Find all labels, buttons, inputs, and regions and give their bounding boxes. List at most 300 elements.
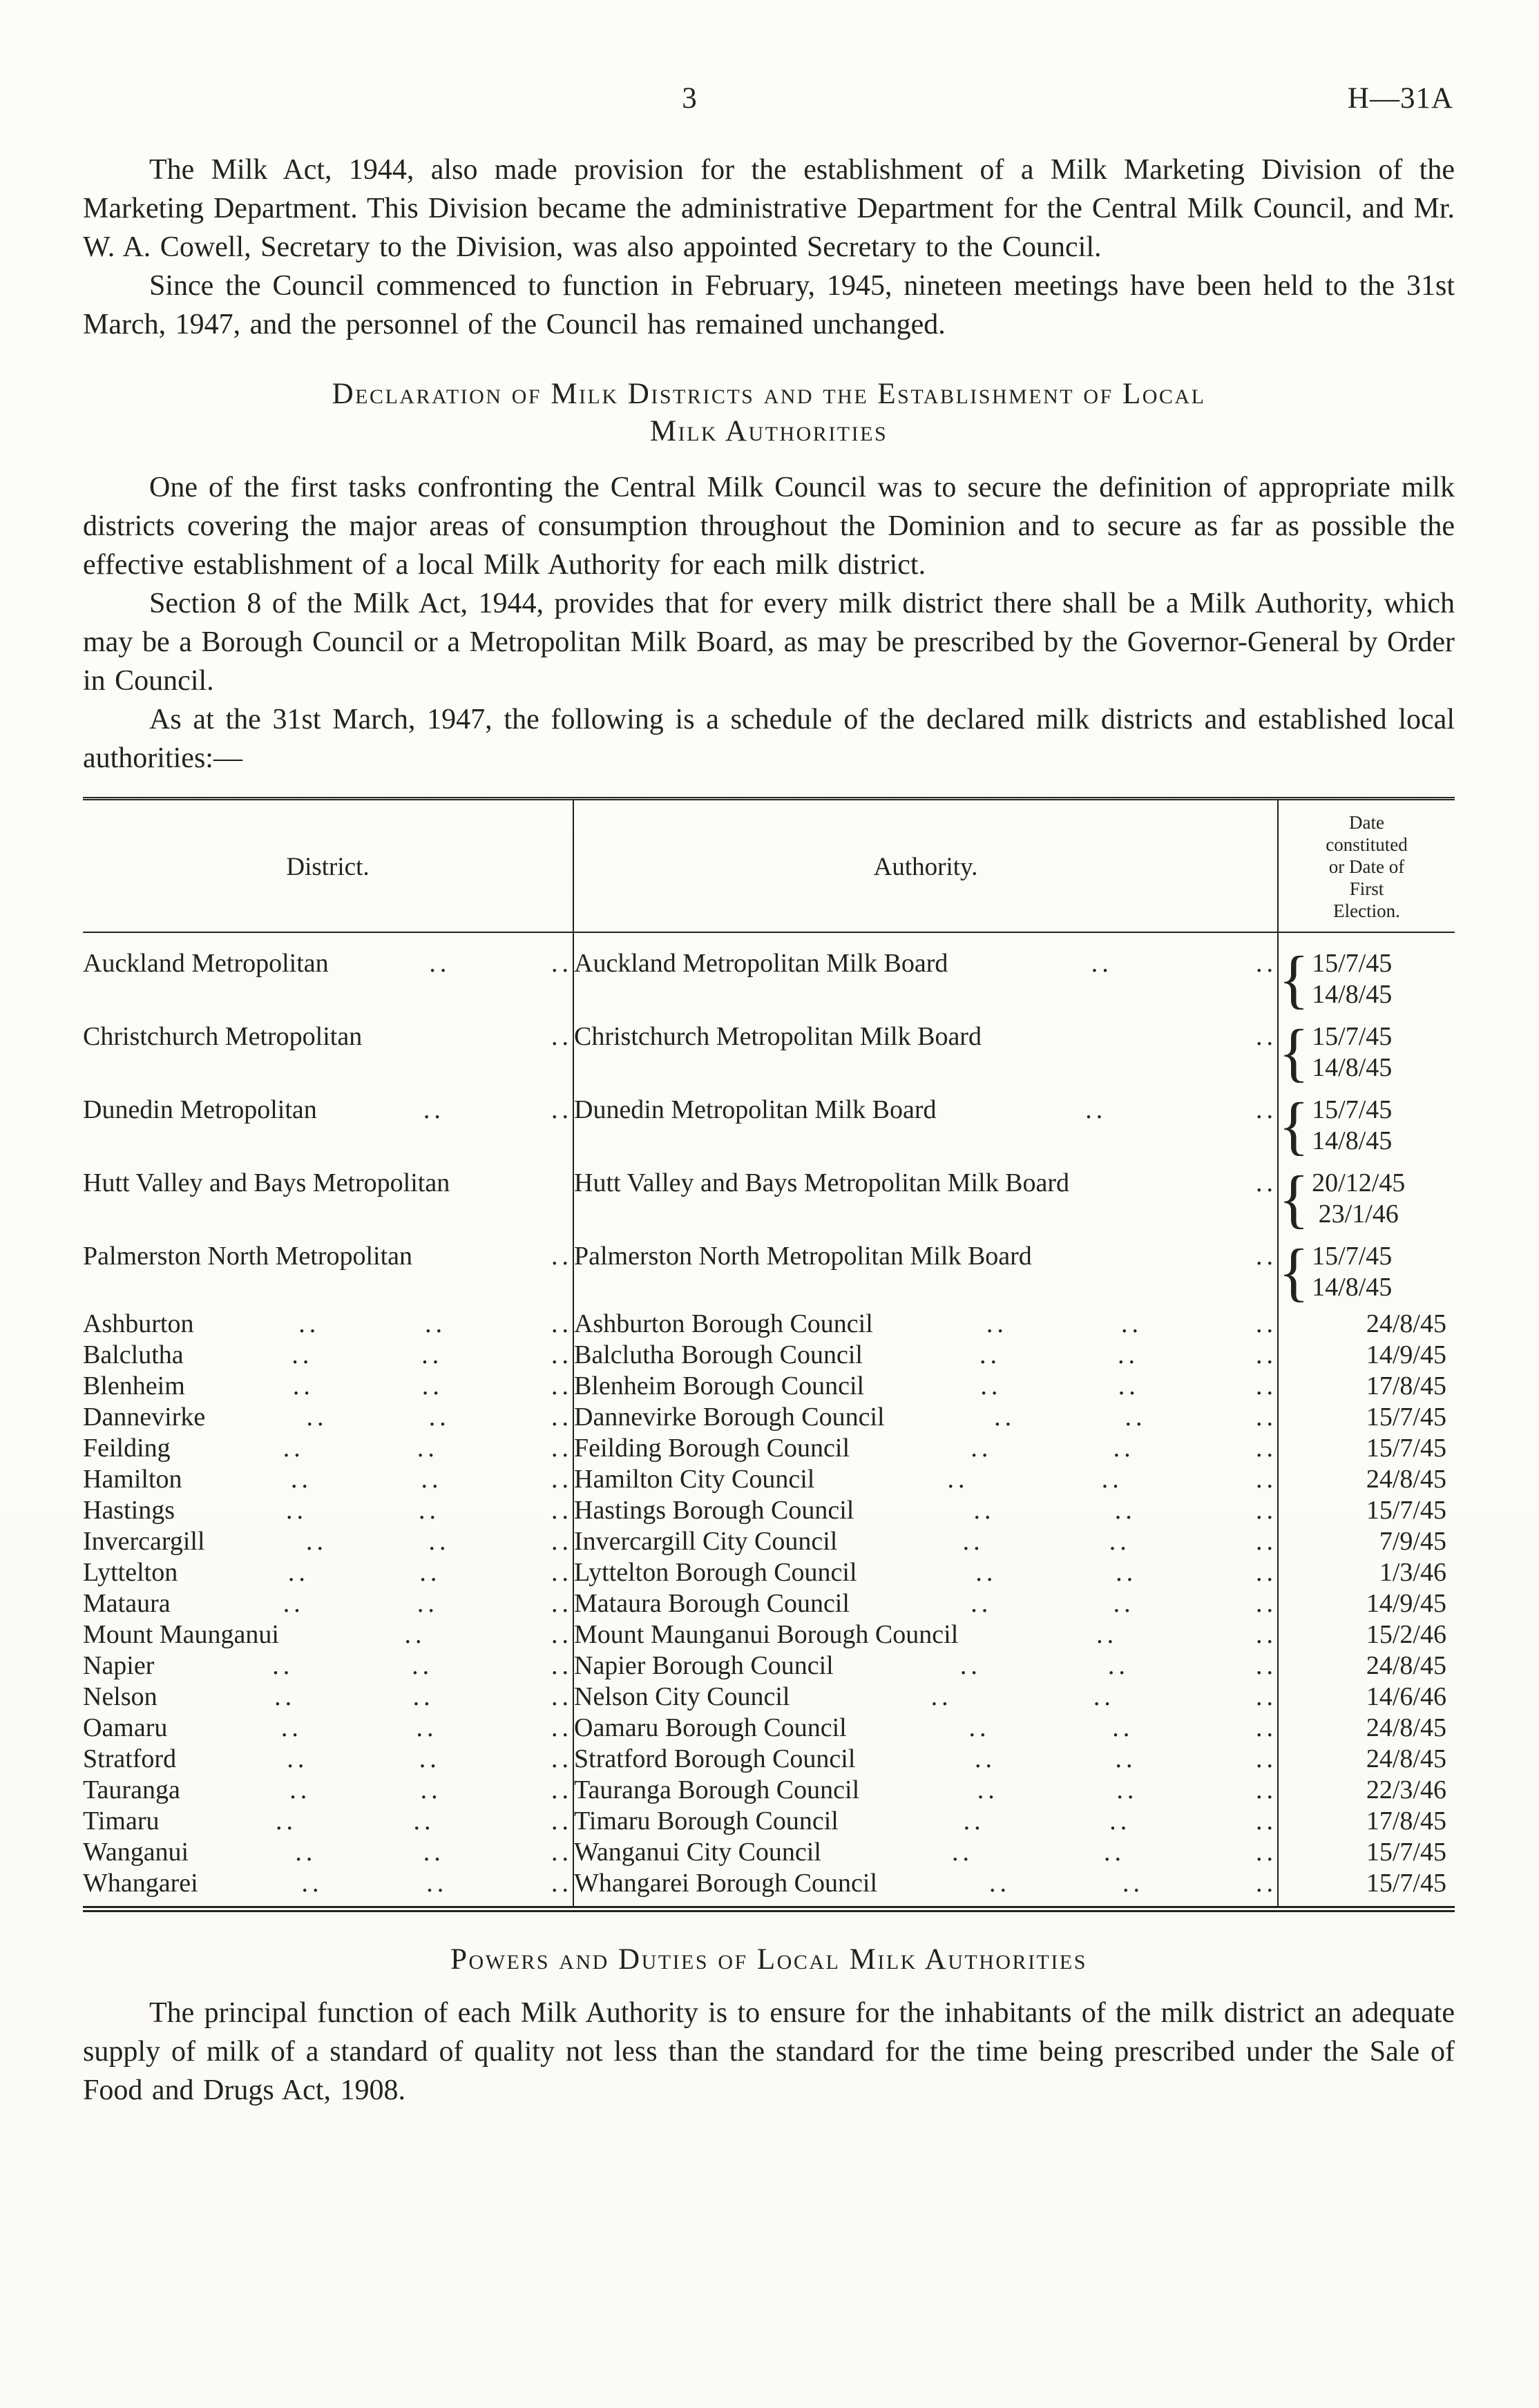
date-cell xyxy=(1278,1557,1455,1588)
table-row xyxy=(83,1464,1455,1495)
date-cell xyxy=(1278,1016,1455,1089)
date-value: 15/7/45 xyxy=(1366,1838,1446,1867)
district-cell xyxy=(83,1402,573,1433)
leader-dots: .. xyxy=(962,1527,984,1556)
date-cell xyxy=(1278,1682,1455,1713)
leader-dots: .. xyxy=(551,1022,573,1051)
authority-cell-text: Auckland Metropolitan Milk Board xyxy=(574,949,948,978)
leader-dots: .. xyxy=(551,1434,573,1463)
leader-dots: .. xyxy=(971,1434,993,1463)
district-cell-text: Whangarei xyxy=(83,1869,198,1898)
district-cell xyxy=(83,1433,573,1464)
paragraph-section-8: Section 8 of the Milk Act, 1944, provides that for every milk district there shall be a Milk Authority, which may be a Borough Council or a Metropolitan Milk Board, as may be prescribed by the Governor-General by Order in Council. xyxy=(83,588,1455,697)
leader-dots: .. xyxy=(421,1340,443,1369)
leader-dots: .. xyxy=(417,1434,439,1463)
leader-dots: .. xyxy=(286,1496,307,1525)
date-cell xyxy=(1278,1588,1455,1619)
leader-dots: .. xyxy=(1256,1713,1278,1742)
leader-dots: .. xyxy=(291,1465,313,1494)
table-row xyxy=(83,1402,1455,1433)
leader-dots: .. xyxy=(1255,1496,1277,1525)
district-cell xyxy=(83,1495,573,1526)
date-value: 15/7/45 xyxy=(1366,1869,1446,1898)
table-row xyxy=(83,1433,1455,1464)
leader-dots: .. xyxy=(977,1775,999,1804)
table-header-row xyxy=(83,799,1455,933)
date-value: 17/8/45 xyxy=(1366,1807,1446,1836)
leader-dots: .. xyxy=(1255,1434,1277,1463)
authority-cell xyxy=(573,1526,1278,1557)
authority-cell-text: Hamilton City Council xyxy=(574,1465,815,1494)
district-cell-text: Balclutha xyxy=(83,1340,184,1369)
authority-cell xyxy=(573,1235,1278,1309)
district-cell xyxy=(83,1868,573,1909)
leader-dots: .. xyxy=(1117,1340,1139,1369)
date-cell xyxy=(1278,1744,1455,1775)
authority-cell-text: Dannevirke Borough Council xyxy=(574,1403,885,1432)
leader-dots: .. xyxy=(1256,1775,1278,1804)
leader-dots: .. xyxy=(1256,1340,1277,1369)
leader-dots: .. xyxy=(551,1371,573,1400)
leader-dots: .. xyxy=(971,1589,993,1618)
date-value: 14/8/45 xyxy=(1312,1053,1393,1082)
heading-line-1: Declaration of Milk Districts and the Establishment of Local xyxy=(332,378,1206,410)
leader-dots: .. xyxy=(986,1309,1008,1338)
authority-cell xyxy=(573,1837,1278,1868)
leader-dots: .. xyxy=(426,1869,448,1898)
leader-dots: .. xyxy=(423,1095,445,1124)
table-row xyxy=(83,1775,1455,1806)
authority-cell-text: Dunedin Metropolitan Milk Board xyxy=(574,1095,937,1124)
leader-dots: .. xyxy=(1115,1744,1137,1773)
table-row xyxy=(83,932,1455,1016)
table-row xyxy=(83,1526,1455,1557)
district-cell-text: Wanganui xyxy=(83,1838,189,1867)
page-number: 3 xyxy=(682,82,697,115)
leader-dots: .. xyxy=(930,1682,953,1711)
leader-dots: .. xyxy=(287,1744,309,1773)
leader-dots: .. xyxy=(1256,1309,1278,1338)
table-row xyxy=(83,1682,1455,1713)
date-value: 24/8/45 xyxy=(1366,1713,1446,1742)
table-row xyxy=(83,1162,1455,1235)
leader-dots: .. xyxy=(287,1558,309,1587)
date-value: 17/8/45 xyxy=(1366,1371,1446,1400)
leader-dots: .. xyxy=(276,1807,298,1836)
leader-dots: .. xyxy=(274,1682,296,1711)
milk-districts-table xyxy=(83,797,1455,1912)
district-cell xyxy=(83,1371,573,1402)
brace-glyph: { xyxy=(1279,1016,1310,1089)
table-row xyxy=(83,1495,1455,1526)
paragraph-schedule-intro: As at the 31st March, 1947, the following is a schedule of the declared milk districts and established local authorities:— xyxy=(83,704,1455,774)
leader-dots: .. xyxy=(963,1807,985,1836)
leader-dots: .. xyxy=(551,1558,573,1587)
column-header-date xyxy=(1278,799,1455,933)
leader-dots: .. xyxy=(1107,1651,1129,1680)
leader-dots: .. xyxy=(551,1713,573,1742)
leader-dots: .. xyxy=(412,1651,434,1680)
authority-cell xyxy=(573,1619,1278,1650)
leader-dots: .. xyxy=(551,1838,573,1867)
leader-dots: .. xyxy=(412,1682,434,1711)
leader-dots: .. xyxy=(429,949,451,978)
leader-dots: .. xyxy=(989,1869,1011,1898)
authority-cell xyxy=(573,1775,1278,1806)
leader-dots: .. xyxy=(974,1744,996,1773)
leader-dots: .. xyxy=(419,1496,440,1525)
heading-line-2: Milk Authorities xyxy=(649,415,888,447)
district-cell xyxy=(83,1806,573,1837)
date-cell xyxy=(1278,1464,1455,1495)
date-cell xyxy=(1278,1235,1455,1309)
district-cell-text: Oamaru xyxy=(83,1713,168,1742)
milk-table-body xyxy=(83,932,1455,1909)
date-value: 14/9/45 xyxy=(1366,1589,1446,1618)
district-cell-text: Dunedin Metropolitan xyxy=(83,1095,317,1124)
authority-cell xyxy=(573,1868,1278,1909)
table-row xyxy=(83,1713,1455,1744)
leader-dots: .. xyxy=(551,1807,573,1836)
date-cell xyxy=(1278,1713,1455,1744)
authority-cell-text: Oamaru Borough Council xyxy=(574,1713,847,1742)
leader-dots: .. xyxy=(1103,1838,1125,1867)
leader-dots: .. xyxy=(975,1558,997,1587)
date-value: 15/7/45 xyxy=(1366,1496,1446,1525)
authority-cell-text: Tauranga Borough Council xyxy=(574,1775,860,1804)
leader-dots: .. xyxy=(1112,1713,1134,1742)
leader-dots: .. xyxy=(301,1869,323,1898)
column-header-district: District. xyxy=(83,799,573,933)
leader-dots: .. xyxy=(979,1340,1001,1369)
authority-cell xyxy=(573,1162,1278,1235)
date-cell xyxy=(1278,1806,1455,1837)
table-row xyxy=(83,1744,1455,1775)
authority-cell-text: Balclutha Borough Council xyxy=(574,1340,863,1369)
date-cell xyxy=(1278,1402,1455,1433)
authority-cell xyxy=(573,1402,1278,1433)
authority-cell xyxy=(573,1089,1278,1162)
date-value: 24/8/45 xyxy=(1366,1744,1446,1773)
authority-cell-text: Hutt Valley and Bays Metropolitan Milk Board xyxy=(574,1168,1069,1197)
date-cell xyxy=(1278,1433,1455,1464)
leader-dots: .. xyxy=(1256,1168,1277,1197)
authority-cell xyxy=(573,1588,1278,1619)
leader-dots: .. xyxy=(419,1744,441,1773)
district-cell xyxy=(83,1775,573,1806)
district-cell xyxy=(83,1162,573,1235)
brace-glyph: { xyxy=(1279,1089,1310,1162)
district-cell-text: Nelson xyxy=(83,1682,157,1711)
leader-dots: .. xyxy=(551,1651,573,1680)
leader-dots: .. xyxy=(1116,1775,1138,1804)
district-cell-text: Feilding xyxy=(83,1434,171,1463)
leader-dots: .. xyxy=(419,1558,441,1587)
table-row xyxy=(83,1837,1455,1868)
leader-dots: .. xyxy=(1256,1744,1277,1773)
leader-dots: .. xyxy=(1256,1869,1278,1898)
leader-dots: .. xyxy=(1256,1371,1278,1400)
leader-dots: .. xyxy=(421,1371,443,1400)
leader-dots: .. xyxy=(280,1713,303,1742)
district-cell-text: Mount Maunganui xyxy=(83,1620,279,1649)
authority-cell-text: Feilding Borough Council xyxy=(574,1434,850,1463)
authority-cell-text: Napier Borough Council xyxy=(574,1651,834,1680)
district-cell xyxy=(83,1089,573,1162)
leader-dots: .. xyxy=(1255,1558,1277,1587)
section-heading-declaration xyxy=(83,376,1455,450)
authority-cell-text: Invercargill City Council xyxy=(574,1527,838,1556)
leader-dots: .. xyxy=(551,1527,573,1556)
document-reference: H—31A xyxy=(1347,82,1453,115)
leader-dots: .. xyxy=(425,1309,447,1338)
brace-glyph: { xyxy=(1279,1162,1310,1235)
district-cell xyxy=(83,1340,573,1371)
leader-dots: .. xyxy=(1113,1589,1135,1618)
date-cell xyxy=(1278,1868,1455,1909)
leader-dots: .. xyxy=(420,1775,442,1804)
date-value: 14/8/45 xyxy=(1312,1126,1393,1155)
leader-dots: .. xyxy=(1096,1620,1118,1649)
leader-dots: .. xyxy=(551,1775,573,1804)
date-value: 15/7/45 xyxy=(1312,949,1393,978)
leader-dots: .. xyxy=(283,1589,305,1618)
leader-dots: .. xyxy=(551,949,573,978)
date-cell xyxy=(1278,1371,1455,1402)
table-row xyxy=(83,1619,1455,1650)
authority-cell xyxy=(573,1744,1278,1775)
district-cell-text: Hastings xyxy=(83,1496,175,1525)
table-row xyxy=(83,1588,1455,1619)
leader-dots: .. xyxy=(1256,1527,1277,1556)
leader-dots: .. xyxy=(1101,1465,1123,1494)
table-row xyxy=(83,1235,1455,1309)
leader-dots: .. xyxy=(272,1651,294,1680)
date-cell xyxy=(1278,1495,1455,1526)
district-cell-text: Auckland Metropolitan xyxy=(83,949,329,978)
date-cell xyxy=(1278,1650,1455,1682)
authority-cell xyxy=(573,1713,1278,1744)
leader-dots: .. xyxy=(1255,1465,1277,1494)
brace-glyph: { xyxy=(1279,1235,1310,1309)
district-cell-text: Lyttelton xyxy=(83,1558,178,1587)
leader-dots: .. xyxy=(1256,1682,1278,1711)
leader-dots: .. xyxy=(1091,949,1113,978)
leader-dots: .. xyxy=(994,1403,1016,1432)
leader-dots: .. xyxy=(306,1527,328,1556)
paragraph-first-tasks: One of the first tasks confronting the Central Milk Council was to secure the definition of appropriate milk districts covering the major areas of consumption throughout the Dominion and to secure as far as possible the effective establishment of a local Milk Authority for each milk district. xyxy=(83,472,1455,581)
leader-dots: .. xyxy=(1109,1527,1131,1556)
district-cell xyxy=(83,1619,573,1650)
leader-dots: .. xyxy=(551,1095,573,1124)
leader-dots: .. xyxy=(428,1527,450,1556)
leader-dots: .. xyxy=(973,1496,995,1525)
authority-cell-text: Hastings Borough Council xyxy=(574,1496,854,1525)
leader-dots: .. xyxy=(1256,1589,1278,1618)
leader-dots: .. xyxy=(1113,1434,1135,1463)
paragraph-milk-act: The Milk Act, 1944, also made provision for the establishment of a Milk Marketing Division of the Marketing Department. This Division became the administrative Department for the Central Milk Council, and Mr. W. A. Cowell, Secretary to the Division, was also appointed Secretary to the Council. xyxy=(83,154,1455,263)
leader-dots: .. xyxy=(1256,1022,1277,1051)
district-cell-text: Dannevirke xyxy=(83,1403,206,1432)
authority-cell xyxy=(573,932,1278,1016)
date-value: 14/9/45 xyxy=(1366,1340,1446,1369)
authority-cell xyxy=(573,1464,1278,1495)
leader-dots: .. xyxy=(428,1403,450,1432)
authority-cell xyxy=(573,1495,1278,1526)
table-row xyxy=(83,1340,1455,1371)
leader-dots: .. xyxy=(416,1713,438,1742)
leader-dots: .. xyxy=(551,1744,573,1773)
table-row xyxy=(83,1806,1455,1837)
leader-dots: .. xyxy=(1256,1838,1277,1867)
authority-cell-text: Mataura Borough Council xyxy=(574,1589,850,1618)
leader-dots: .. xyxy=(551,1465,573,1494)
leader-dots: .. xyxy=(1120,1309,1143,1338)
date-value: 1/3/46 xyxy=(1379,1558,1446,1587)
table-row xyxy=(83,1089,1455,1162)
date-value: 7/9/45 xyxy=(1379,1527,1446,1556)
leader-dots: .. xyxy=(1109,1807,1131,1836)
leader-dots: .. xyxy=(551,1620,573,1649)
district-cell xyxy=(83,932,573,1016)
date-cell xyxy=(1278,1340,1455,1371)
table-row xyxy=(83,1309,1455,1340)
leader-dots: .. xyxy=(551,1496,573,1525)
district-cell-text: Timaru xyxy=(83,1807,160,1836)
leader-dots: .. xyxy=(283,1434,305,1463)
running-head xyxy=(83,81,1455,122)
date-value: 24/8/45 xyxy=(1366,1651,1446,1680)
leader-dots: .. xyxy=(413,1807,435,1836)
leader-dots: .. xyxy=(289,1775,312,1804)
leader-dots: .. xyxy=(1093,1682,1115,1711)
leader-dots: .. xyxy=(551,1869,573,1898)
district-cell-text: Tauranga xyxy=(83,1775,180,1804)
leader-dots: .. xyxy=(306,1403,328,1432)
date-value: 15/7/45 xyxy=(1366,1403,1446,1432)
authority-cell xyxy=(573,1016,1278,1089)
district-cell xyxy=(83,1526,573,1557)
authority-cell xyxy=(573,1682,1278,1713)
date-value: 24/8/45 xyxy=(1366,1465,1446,1494)
section-heading-powers: Powers and Duties of Local Milk Authorities xyxy=(450,1943,1087,1976)
authority-cell-text: Stratford Borough Council xyxy=(574,1744,856,1773)
leader-dots: .. xyxy=(1256,1651,1277,1680)
leader-dots: .. xyxy=(947,1465,969,1494)
date-value: 14/8/45 xyxy=(1312,980,1393,1009)
authority-cell xyxy=(573,1557,1278,1588)
leader-dots: .. xyxy=(551,1682,573,1711)
date-cell xyxy=(1278,1309,1455,1340)
paragraph-council-meetings: Since the Council commenced to function in February, 1945, nineteen meetings have been held to the 31st March, 1947, and the personnel of the Council has remained unchanged. xyxy=(83,270,1455,340)
authority-cell xyxy=(573,1340,1278,1371)
date-header-text: Date constituted or Date of First Election. xyxy=(1326,812,1408,921)
leader-dots: .. xyxy=(1256,1242,1277,1271)
authority-cell xyxy=(573,1433,1278,1464)
district-cell xyxy=(83,1713,573,1744)
authority-cell-text: Wanganui City Council xyxy=(574,1838,821,1867)
leader-dots: .. xyxy=(951,1838,973,1867)
leader-dots: .. xyxy=(1122,1869,1145,1898)
leader-dots: .. xyxy=(1085,1095,1107,1124)
date-cell xyxy=(1278,1837,1455,1868)
district-cell-text: Hutt Valley and Bays Metropolitan xyxy=(83,1168,450,1197)
district-cell-text: Invercargill xyxy=(83,1527,205,1556)
table-row xyxy=(83,1557,1455,1588)
authority-cell-text: Christchurch Metropolitan Milk Board xyxy=(574,1022,982,1051)
authority-cell-text: Nelson City Council xyxy=(574,1682,790,1711)
district-cell xyxy=(83,1235,573,1309)
leader-dots: .. xyxy=(551,1340,573,1369)
leader-dots: .. xyxy=(1125,1403,1147,1432)
date-value: 15/2/46 xyxy=(1366,1620,1446,1649)
date-value: 15/7/45 xyxy=(1312,1242,1393,1271)
leader-dots: .. xyxy=(1116,1558,1138,1587)
district-cell-text: Christchurch Metropolitan xyxy=(83,1022,363,1051)
leader-dots: .. xyxy=(421,1465,443,1494)
table-row xyxy=(83,1016,1455,1089)
date-cell xyxy=(1278,1089,1455,1162)
district-cell-text: Napier xyxy=(83,1651,155,1680)
authority-cell-text: Timaru Borough Council xyxy=(574,1807,839,1836)
authority-cell-text: Ashburton Borough Council xyxy=(574,1309,873,1338)
leader-dots: .. xyxy=(959,1651,982,1680)
date-value: 15/7/45 xyxy=(1366,1434,1446,1463)
leader-dots: .. xyxy=(417,1589,439,1618)
district-cell-text: Hamilton xyxy=(83,1465,182,1494)
district-cell xyxy=(83,1557,573,1588)
district-cell-text: Ashburton xyxy=(83,1309,194,1338)
authority-cell xyxy=(573,1650,1278,1682)
leader-dots: .. xyxy=(298,1309,321,1338)
leader-dots: .. xyxy=(1118,1371,1140,1400)
district-cell xyxy=(83,1682,573,1713)
date-cell xyxy=(1278,1526,1455,1557)
leader-dots: .. xyxy=(404,1620,426,1649)
authority-cell-text: Lyttelton Borough Council xyxy=(574,1558,857,1587)
leader-dots: .. xyxy=(980,1371,1002,1400)
brace-glyph: { xyxy=(1279,943,1310,1016)
date-value: 23/1/46 xyxy=(1318,1200,1399,1229)
table-row xyxy=(83,1868,1455,1909)
authority-cell xyxy=(573,1309,1278,1340)
district-cell-text: Blenheim xyxy=(83,1371,185,1400)
district-cell-text: Mataura xyxy=(83,1589,171,1618)
leader-dots: .. xyxy=(1256,1620,1278,1649)
leader-dots: .. xyxy=(295,1838,317,1867)
leader-dots: .. xyxy=(1256,1095,1278,1124)
paragraph-principal-function: The principal function of each Milk Authority is to ensure for the inhabitants of the milk district an adequate supply of milk of a standard of quality not less than the standard for the time being prescribed under the Sale of Food and Drugs Act, 1908. xyxy=(83,1997,1455,2106)
authority-cell xyxy=(573,1806,1278,1837)
district-cell xyxy=(83,1588,573,1619)
authority-cell-text: Mount Maunganui Borough Council xyxy=(574,1620,959,1649)
date-value: 22/3/46 xyxy=(1366,1775,1446,1804)
leader-dots: .. xyxy=(551,1589,573,1618)
district-cell xyxy=(83,1464,573,1495)
date-cell xyxy=(1278,1162,1455,1235)
table-row xyxy=(83,1650,1455,1682)
district-cell xyxy=(83,1309,573,1340)
date-cell xyxy=(1278,1775,1455,1806)
leader-dots: .. xyxy=(551,1309,573,1338)
date-value: 24/8/45 xyxy=(1366,1309,1446,1338)
date-cell xyxy=(1278,932,1455,1016)
date-value: 15/7/45 xyxy=(1312,1022,1393,1051)
table-row xyxy=(83,1371,1455,1402)
leader-dots: .. xyxy=(968,1713,991,1742)
leader-dots: .. xyxy=(1256,949,1278,978)
district-cell-text: Stratford xyxy=(83,1744,177,1773)
